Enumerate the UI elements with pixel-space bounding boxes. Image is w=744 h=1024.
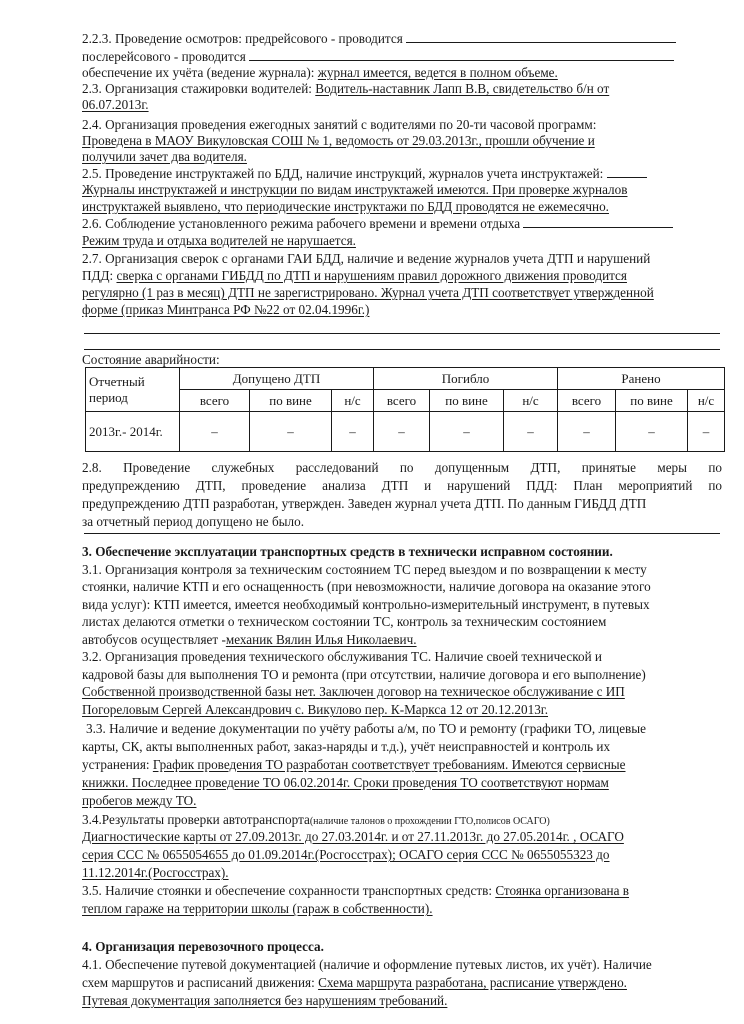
cell-value: – xyxy=(430,412,504,452)
item-3-5-line1: 3.5. Наличие стоянки и обеспечение сохранности транспортных средств: Стоянка организована в xyxy=(82,883,629,898)
cell-value: – xyxy=(558,412,616,452)
sub-ns: н/с xyxy=(504,390,558,412)
item-2-6-line2: Режим труда и отдыха водителей не нарушается. xyxy=(82,233,356,248)
item-2-2-3-line2: послерейсового - проводится xyxy=(82,48,722,65)
sub-all: всего xyxy=(374,390,430,412)
cell-value: – xyxy=(688,412,725,452)
section-4-heading: 4. Организация перевозочного процесса. xyxy=(82,939,324,954)
item-3-2-line3: Собственной производственной базы нет. Заключен договор на техническое обслуживание с ИП xyxy=(82,684,625,699)
item-2-4-line3: получили зачет два водителя. xyxy=(82,149,247,164)
item-3-3-line3: устранения: График проведения ТО разработан соответствует требованиям. Имеются сервисные xyxy=(82,757,626,772)
item-2-7-line1: 2.7. Организация сверок с органами ГАИ БДД, наличие и ведение журналов учета ДТП и нарушений xyxy=(82,251,651,266)
item-3-1-line5: автобусов осуществляет -механик Вялин Илья Николаевич. xyxy=(82,632,417,647)
section-divider xyxy=(84,533,720,534)
table-subheader-row xyxy=(86,390,725,412)
cell-value: – xyxy=(374,412,430,452)
accident-table xyxy=(85,367,725,452)
item-3-2-line2: кадровой базы для выполнения ТО и ремонта (при отсутствии, наличие договора и его выполнение) xyxy=(82,667,646,682)
item-2-3-line1: 2.3. Организация стажировки водителей: Водитель-наставник Лапп В.В, свидетельство б/н от xyxy=(82,81,610,96)
item-2-8-line3: предупреждению ДТП разработан, утвержден. Заведен журнал учета ДТП. По данным ГИБДД ДТП xyxy=(82,496,647,511)
accident-state-title: Состояние аварийности: xyxy=(82,352,220,367)
sub-all: всего xyxy=(558,390,616,412)
sub-all: всего xyxy=(180,390,250,412)
cell-value: – xyxy=(180,412,250,452)
item-2-7-line3: регулярно (1 раз в месяц) ДТП не зарегистрировано. Журнал учета ДТП соответствует утвержденной xyxy=(82,285,654,300)
item-2-7-line2: ПДД: сверка с органами ГИБДД по ДТП и нарушениям правил дорожного движения проводится xyxy=(82,268,627,283)
blank-line-1 xyxy=(84,333,720,334)
item-3-1-line2: стоянки, наличие КТП и его оснащенность (при невозможности, наличие договора на оказание этого xyxy=(82,579,651,594)
cell-value: – xyxy=(504,412,558,452)
sub-ns: н/с xyxy=(332,390,374,412)
item-3-5-line2: теплом гараже на территории школы (гараж в собственности). xyxy=(82,901,433,916)
item-2-8-line4: за отчетный период допущено не было. xyxy=(82,514,305,529)
item-3-4-line2: Диагностические карты от 27.09.2013г. до 27.03.2014г. и от 27.11.2013г. до 27.05.2014г. , ОСАГО xyxy=(82,829,624,844)
item-4-1-line3: Путевая документация заполняется без нарушениям требований. xyxy=(82,993,448,1008)
header-injured: Ранено xyxy=(558,368,725,390)
item-3-1-line1: 3.1. Организация контроля за техническим состоянием ТС перед выездом и по возвращении к месту xyxy=(82,562,647,577)
item-2-5-line1: 2.5. Проведение инструктажей по БДД, наличие инструкций, журналов учета инструктажей: xyxy=(82,165,722,182)
item-2-2-3-line1: 2.2.3. Проведение осмотров: предрейсового - проводится xyxy=(82,30,722,47)
item-3-4-line1: 3.4.Результаты проверки автотранспорта(наличие талонов о прохождении ГТО,полисов ОСАГО) xyxy=(82,812,550,827)
table-header-row xyxy=(86,368,725,390)
item-2-8-line2: предупреждению ДТП, проведение анализа ДТП и нарушений ПДД: План мероприятий по xyxy=(82,478,722,493)
header-died: Погибло xyxy=(374,368,558,390)
item-2-7-line4: форме (приказ Минтранса РФ №22 от 02.04.1996г.) xyxy=(82,302,370,317)
header-period: Отчетный период xyxy=(86,368,180,412)
header-allowed: Допущено ДТП xyxy=(180,368,374,390)
cell-value: – xyxy=(332,412,374,452)
item-2-2-3-line3: обеспечение их учёта (ведение журнала): журнал имеется, ведется в полном объеме. xyxy=(82,65,558,80)
item-3-2-line1: 3.2. Организация проведения технического обслуживания ТС. Наличие своей технической и xyxy=(82,649,602,664)
cell-value: – xyxy=(616,412,688,452)
item-3-2-line4: Погореловым Сергей Александрович с. Викулово пер. К-Маркса 12 от 20.12.2013г. xyxy=(82,702,549,717)
blank-line-2 xyxy=(84,349,720,350)
table-row xyxy=(86,412,725,452)
item-2-6-line1: 2.6. Соблюдение установленного режима рабочего времени и времени отдыха xyxy=(82,215,722,232)
item-3-3-line1: 3.3. Наличие и ведение документации по учёту работы а/м, по ТО и ремонту (графики ТО, лицевые xyxy=(86,721,646,736)
item-2-5-line3: инструктажей выявлено, что периодические инструктажи по БДД проводятся не ежемесячно. xyxy=(82,199,609,214)
sub-ns: н/с xyxy=(688,390,725,412)
item-2-5-line2: Журналы инструктажей и инструкции по видам инструктажей имеются. При проверке журналов xyxy=(82,182,628,197)
item-3-1-line4: листах делаются отметки о техническом состоянии ТС, контроль за техническим состоянием xyxy=(82,614,607,629)
section-3-heading: 3. Обеспечение эксплуатации транспортных средств в технически исправном состоянии. xyxy=(82,544,613,559)
item-3-4-line4: 11.12.2014г.(Росгосстрах). xyxy=(82,865,229,880)
item-3-3-line4: книжки. Последнее проведение ТО 06.02.2014г. Сроки проведения ТО соответствуют нормам xyxy=(82,775,609,790)
sub-fault: по вине xyxy=(616,390,688,412)
item-3-4-line3: серия ССС № 0655054655 до 01.09.2014г.(Росгосстрах); ОСАГО серия ССС № 0655055323 до xyxy=(82,847,610,862)
item-3-3-line5: пробегов между ТО. xyxy=(82,793,197,808)
sub-fault: по вине xyxy=(430,390,504,412)
row-period: 2013г.- 2014г. xyxy=(86,412,180,452)
item-4-1-line1: 4.1. Обеспечение путевой документацией (наличие и оформление путевых листов, их учёт). Наличие xyxy=(82,957,652,972)
item-3-1-line3: вида услуг): КТП имеется, имеется необходимый контрольно-измерительный инструмент, в путевых xyxy=(82,597,650,612)
item-2-8-line1: 2.8. Проведение служебных расследований по допущенным ДТП, принятые меры по xyxy=(82,460,722,475)
item-3-3-line2: карты, СК, акты выполненных работ, заказ-наряды и т.д.), учёт неисправностей и контроль их xyxy=(82,739,611,754)
cell-value: – xyxy=(250,412,332,452)
item-2-4-line1: 2.4. Организация проведения ежегодных занятий с водителями по 20-ти часовой программ: xyxy=(82,117,597,132)
item-4-1-line2: схем маршрутов и расписаний движения: Схема маршрута разработана, расписание утверждено. xyxy=(82,975,627,990)
item-2-3-line2: 06.07.2013г. xyxy=(82,97,149,112)
sub-fault: по вине xyxy=(250,390,332,412)
item-2-4-line2: Проведена в МАОУ Викуловская СОШ № 1, ведомость от 29.03.2013г., прошли обучение и xyxy=(82,133,595,148)
